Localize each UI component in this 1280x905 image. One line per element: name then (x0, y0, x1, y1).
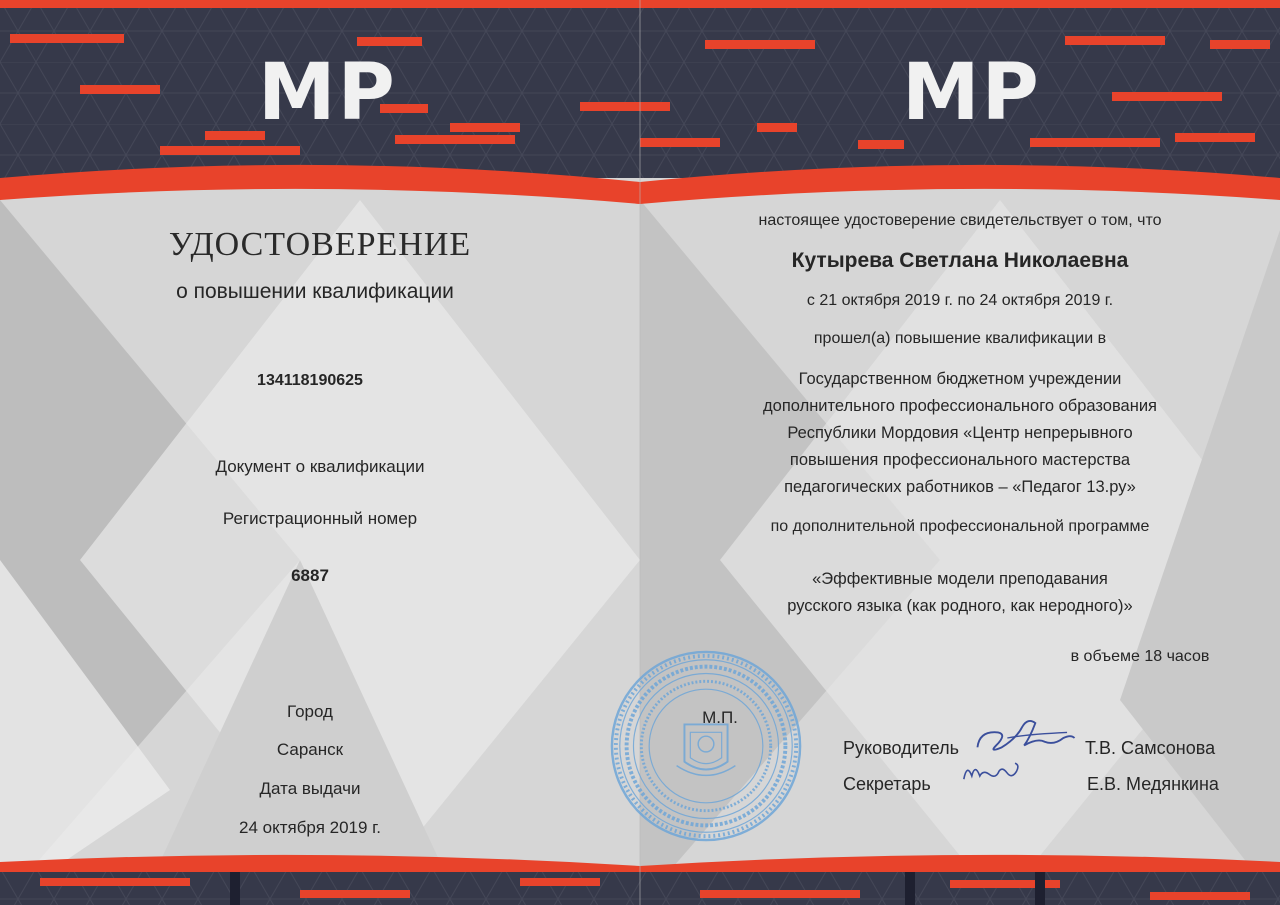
program-line: «Эффективные модели преподавания (812, 570, 1108, 588)
passed-text: прошел(а) повышение квалификации в (813, 330, 1107, 347)
recipient-name: Кутырева Светлана Николаевна (791, 249, 1129, 272)
org-line: Государственном бюджетном учреждении (798, 370, 1122, 388)
secretary-label: Секретарь (843, 774, 931, 794)
head-name: Т.В. Самсонова (1085, 738, 1216, 758)
org-line: педагогических работников – «Педагог 13.ру» (784, 478, 1136, 496)
certificate-number: 134118190625 (257, 372, 363, 389)
official-stamp (608, 648, 804, 844)
certificate-subtitle: о повышении квалификации (176, 280, 454, 303)
org-line: дополнительного профессионального образования (763, 397, 1157, 415)
reg-number-label: Регистрационный номер (222, 509, 418, 528)
logo-mp-left: MP (258, 48, 397, 138)
secretary-signature-icon (958, 752, 1024, 792)
logo-mp-right: MP (902, 48, 1041, 138)
program-title (700, 566, 1220, 620)
intro-text: настоящее удостоверение свидетельствует о том, что (758, 212, 1162, 229)
head-label: Руководитель (843, 738, 959, 758)
doc-type-label: Документ о квалификации (215, 457, 425, 476)
reg-number: 6887 (291, 566, 329, 585)
city-label: Город (287, 702, 333, 721)
org-line: Республики Мордовия «Центр непрерывного (787, 424, 1133, 442)
training-volume: в объеме 18 часов (1070, 648, 1210, 665)
organization-name (700, 366, 1220, 501)
city-value: Саранск (276, 740, 344, 759)
training-period: с 21 октября 2019 г. по 24 октября 2019 г. (806, 292, 1114, 309)
program-label: по дополнительной профессиональной программе (770, 518, 1150, 535)
program-line: русского языка (как родного, как неродного)» (787, 597, 1133, 615)
secretary-name: Е.В. Медянкина (1087, 774, 1219, 794)
org-line: повышения профессионального мастерства (789, 451, 1131, 469)
issue-date-label: Дата выдачи (259, 779, 361, 798)
issue-date: 24 октября 2019 г. (238, 818, 382, 837)
stamp-place-label: М.П. (702, 708, 738, 727)
certificate-title: УДОСТОВЕРЕНИЕ (168, 226, 472, 263)
